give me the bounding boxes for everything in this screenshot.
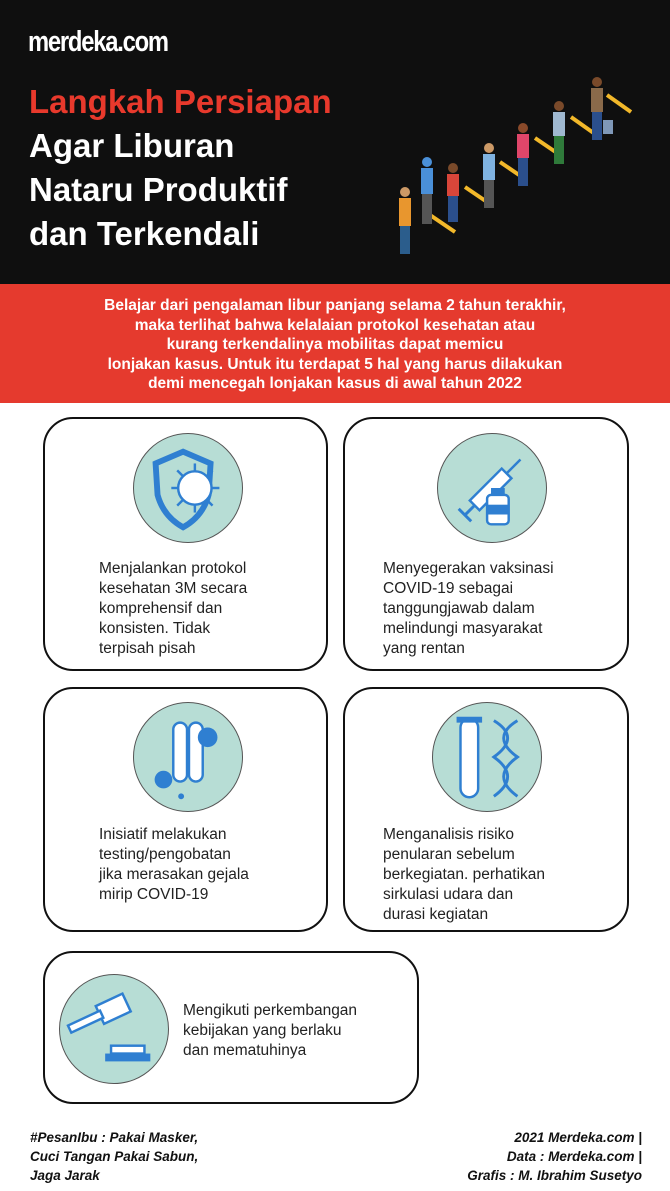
card-text: Menjalankan protokol kesehatan 3M secara komprehensif dan konsisten. Tidak terpisah pisah (99, 560, 248, 657)
footer-message: #PesanIbu : Pakai Masker, Cuci Tangan Pakai Sabun, Jaga Jarak (30, 1130, 199, 1183)
card-testing (43, 687, 328, 932)
card-vaccination (343, 417, 629, 671)
vaccine-syringe-icon (437, 433, 547, 543)
queue-people-illustration (385, 70, 645, 270)
footer-credits: 2021 Merdeka.com | Data : Merdeka.com | Grafis : M. Ibrahim Susetyo (467, 1130, 642, 1183)
card-text: Mengikuti perkembangan kebijakan yang berlaku dan mematuhinya (183, 1002, 358, 1059)
card-text: Inisiatif melakukan testing/pengobatan jika merasakan gejala mirip COVID-19 (99, 826, 249, 903)
card-text: Menganalisis risiko penularan sebelum berkegiatan. perhatikan sirkulasi udara dan durasi kegiatan (383, 826, 546, 923)
title-highlight: Langkah Persiapan (29, 83, 332, 120)
test-tube-virus-icon (133, 702, 243, 812)
shield-virus-icon (133, 433, 243, 543)
logo: merdeka.com (28, 26, 168, 58)
header (0, 0, 670, 284)
title: Agar Liburan Nataru Produktif dan Terkendali (29, 127, 288, 252)
card-text: Menyegerakan vaksinasi COVID-19 sebagai tanggungjawab dalam melindungi masyarakat yang rentan (383, 560, 554, 657)
dna-tube-icon (432, 702, 542, 812)
card-policy (43, 951, 419, 1104)
gavel-icon (59, 974, 169, 1084)
card-health-protocol (43, 417, 328, 671)
card-risk-analysis (343, 687, 629, 932)
intro-text: Belajar dari pengalaman libur panjang selama 2 tahun terakhir, maka terlihat bahwa kelalaian protokol kesehatan atau kurang terkendalinya mobilitas dapat memicu lonjakan kasus. Untuk itu terdapat 5 hal yang harus dilakukan demi mencegah lonjakan kasus di awal tahun 2022 (0, 284, 670, 403)
